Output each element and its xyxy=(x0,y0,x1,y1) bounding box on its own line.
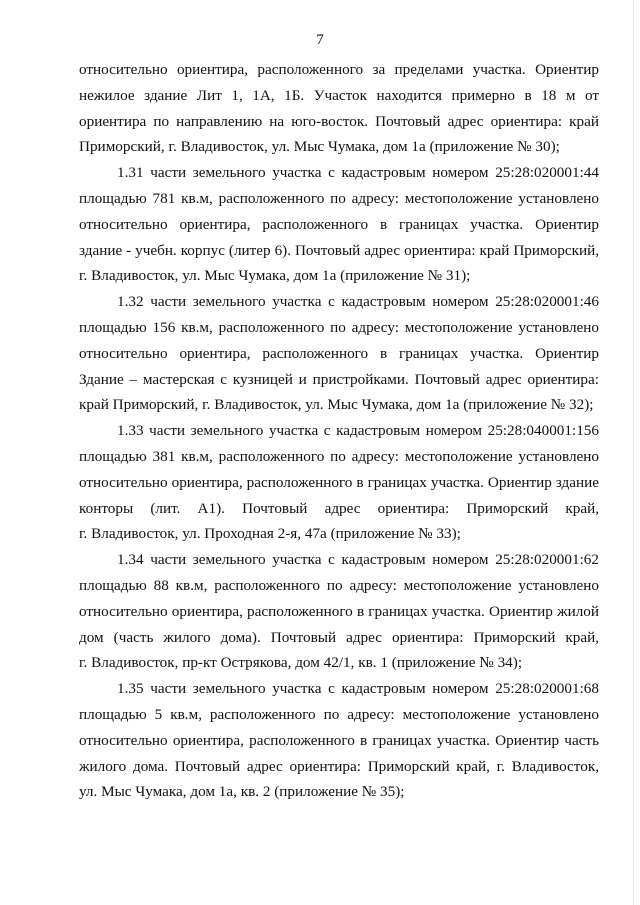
text-line: ориентира по направлению на юго-восток. Почтовый адрес ориентира: край xyxy=(79,113,599,130)
text-line: Здание – мастерская с кузницей и пристройками. Почтовый адрес ориентира: xyxy=(79,371,599,388)
text-line: нежилое здание Лит 1, 1А, 1Б. Участок находится примерно в 18 м от xyxy=(79,87,599,104)
paragraph-first-line: 1.32 части земельного участка с кадастровым номером 25:28:020001:46 xyxy=(117,293,599,310)
text-line: относительно ориентира, расположенного в границах участка. Ориентир xyxy=(79,216,599,233)
text-line: здание - учебн. корпус (литер 6). Почтовый адрес ориентира: край Приморский, xyxy=(79,242,599,259)
paragraph-first-line: 1.34 части земельного участка с кадастровым номером 25:28:020001:62 xyxy=(117,551,599,568)
text-line: площадью 781 кв.м, расположенного по адресу: местоположение установлено xyxy=(79,190,599,207)
text-line: площадью 381 кв.м, расположенного по адресу: местоположение установлено xyxy=(79,448,599,465)
text-line: дом (часть жилого дома). Почтовый адрес ориентира: Приморский край, xyxy=(79,629,599,646)
page-number: 7 xyxy=(316,32,324,48)
text-line: г. Владивосток, ул. Проходная 2-я, 47а (приложение № 33); xyxy=(79,525,461,542)
text-line: площадью 156 кв.м, расположенного по адресу: местоположение установлено xyxy=(79,319,599,336)
text-line: жилого дома. Почтовый адрес ориентира: Приморский край, г. Владивосток, xyxy=(79,758,599,775)
text-line: конторы (лит. А1). Почтовый адрес ориентира: Приморский край, xyxy=(79,500,599,517)
paragraph-first-line: 1.35 части земельного участка с кадастровым номером 25:28:020001:68 xyxy=(117,680,599,697)
text-line: ул. Мыс Чумака, дом 1а, кв. 2 (приложение № 35); xyxy=(79,783,405,800)
paragraph-first-line: 1.31 части земельного участка с кадастровым номером 25:28:020001:44 xyxy=(117,164,599,181)
text-line: площадью 5 кв.м, расположенного по адресу: местоположение установлено xyxy=(79,706,599,723)
paragraph-first-line: 1.33 части земельного участка с кадастровым номером 25:28:040001:156 xyxy=(117,422,599,439)
scan-edge xyxy=(633,0,634,905)
text-line: г. Владивосток, пр-кт Острякова, дом 42/1, кв. 1 (приложение № 34); xyxy=(79,654,523,671)
text-line: Приморский, г. Владивосток, ул. Мыс Чумака, дом 1а (приложение № 30); xyxy=(79,138,560,155)
text-line: площадью 88 кв.м, расположенного по адресу: местоположение установлено xyxy=(79,577,599,594)
text-line: край Приморский, г. Владивосток, ул. Мыс Чумака, дом 1а (приложение № 32); xyxy=(79,396,594,413)
text-line: г. Владивосток, ул. Мыс Чумака, дом 1а (приложение № 31); xyxy=(79,267,471,284)
text-line: относительно ориентира, расположенного в границах участка. Ориентир часть xyxy=(79,732,599,749)
text-line: относительно ориентира, расположенного в границах участка. Ориентир здание xyxy=(79,474,599,491)
text-line: относительно ориентира, расположенного в границах участка. Ориентир жилой xyxy=(79,603,599,620)
text-line: относительно ориентира, расположенного за пределами участка. Ориентир xyxy=(79,61,599,78)
text-line: относительно ориентира, расположенного в границах участка. Ориентир xyxy=(79,345,599,362)
